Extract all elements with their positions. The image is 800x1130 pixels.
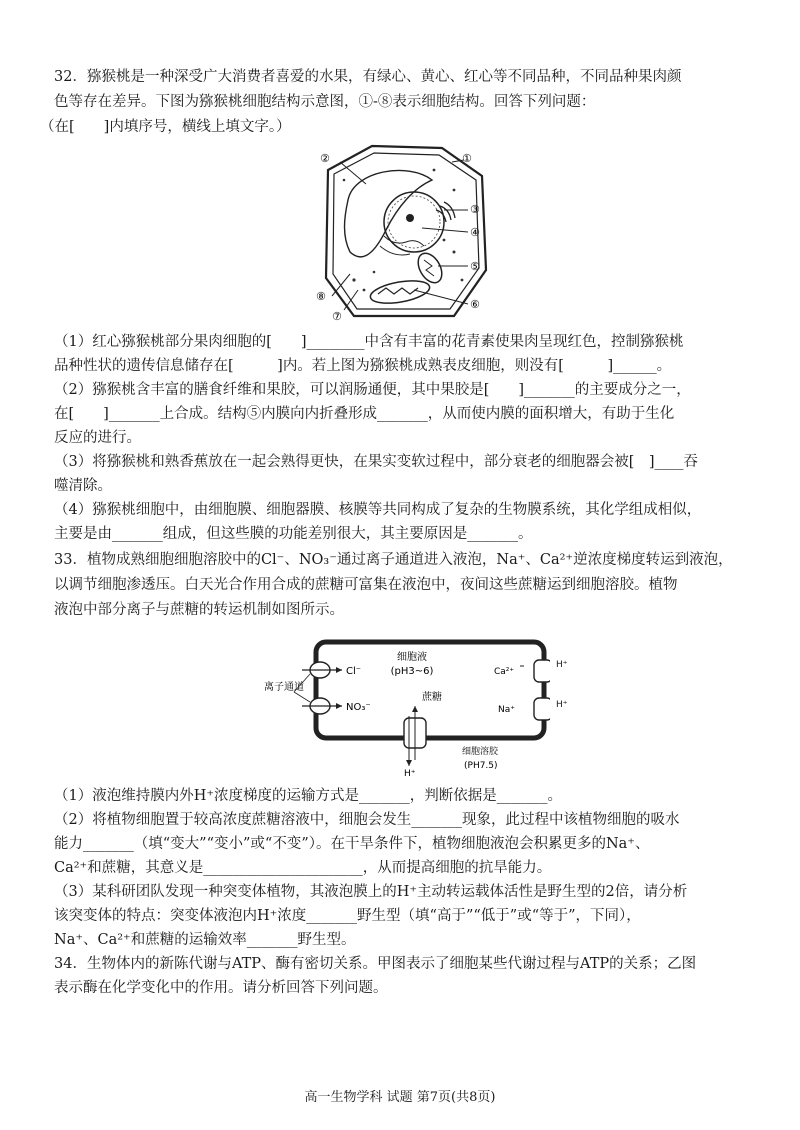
q32-intro-line-2: 色等存在差异。下图为猕猴桃细胞结构示意图，①-⑧表示细胞结构。回答下列问题： [54, 94, 596, 110]
q33-intro-line-1: 33．植物成熟细胞细胞溶胶中的Cl⁻、NO₃⁻通过离子通道进入液泡，Na⁺、Ca²⁺逆浓度梯度转运到液泡， [54, 552, 733, 568]
q32-sub-line-7: 噬清除。 [54, 478, 112, 494]
label-6: ⑥ [470, 298, 480, 311]
vacuole-ph: (pH3~6) [390, 666, 434, 677]
vacuole-transport-figure [262, 636, 550, 778]
q33-sub-line-6: 该突变体的特点：突变体液泡内H⁺浓度_______野生型（填“高于”“低于”或“等于”，下同）， [54, 908, 641, 924]
cl-channel [302, 662, 342, 678]
h-label-ca: H⁺ [556, 660, 568, 670]
label-8: ⑧ [316, 290, 326, 303]
plant-cell-figure [314, 140, 500, 326]
q32-intro-line-1: 32．猕猴桃是一种深受广大消费者喜爱的水果，有绿心、黄心、红心等不同品种，不同品种果肉颜 [54, 69, 682, 85]
label-1: ① [462, 152, 472, 165]
label-4: ④ [470, 226, 480, 239]
q32-sub-line-9: 主要是由_______组成，但这些膜的功能差别很大，其主要原因是_______。 [54, 526, 533, 542]
q34-intro-line-2: 表示酶在化学变化中的作用。请分析回答下列问题。 [54, 980, 388, 996]
q33-sub-line-5: （3）某科研团队发现一种突变体植物，其液泡膜上的H⁺主动转运载体活性是野生型的2倍，请分析 [54, 884, 688, 900]
sucrose-label: 蔗糖 [422, 692, 442, 703]
q33-intro-line-2: 以调节细胞渗透压。白天光合作用合成的蔗糖可富集在液泡中，夜间这些蔗糖运到细胞溶胶。植物 [54, 577, 678, 593]
na-label: Na⁺ [498, 705, 515, 715]
h-label-na: H⁺ [556, 700, 568, 710]
cytosol-ph: (PH7.5) [464, 761, 498, 771]
label-2: ② [320, 152, 330, 165]
label-7: ⑦ [332, 310, 342, 323]
ca-antiporter [520, 660, 550, 682]
ion-channel-label: 离子通道 [264, 682, 304, 693]
q33-sub-line-3: 能力_______（填“变大”“变小”或“不变”）。在干旱条件下，植物细胞液泡会积累更多的Na⁺、 [54, 836, 650, 852]
q32-sub-line-8: （4）猕猴桃细胞中，由细胞膜、细胞器膜、核膜等共同构成了复杂的生物膜系统，其化学组成相似， [54, 502, 702, 518]
q32-sub-line-1: （1）红心猕猴桃部分果肉细胞的[ ]________中含有丰富的花青素使果肉呈现红色，控制猕猴桃 [54, 334, 684, 350]
q32-sub-line-5: 反应的进行。 [54, 430, 141, 446]
sucrose-transporter [404, 706, 426, 766]
no3-label: NO₃⁻ [346, 702, 371, 713]
q32-sub-line-6: （3）将猕猴桃和熟香蕉放在一起会熟得更快，在果实变软过程中，部分衰老的细胞器会被[ ]____吞 [54, 454, 699, 470]
label-3: ③ [470, 203, 480, 216]
ca-label: Ca²⁺ [494, 667, 515, 677]
label-5: ⑤ [470, 260, 480, 273]
q32-sub-line-4: 在[ ]_______上合成。结构⑤内膜向内折叠形成_______，从而使内膜的面积增大，有助于生化 [54, 406, 675, 422]
na-antiporter [534, 698, 550, 720]
q32-instruction: （在[ ]内填序号，横线上填文字。） [40, 119, 291, 135]
cytosol-label: 细胞溶胶 [462, 747, 499, 757]
page-footer: 高一生物学科 试题 第7页(共8页) [304, 1090, 496, 1105]
q32-sub-line-2: 品种性状的遗传信息储存在[ ]内。若上图为猕猴桃成熟表皮细胞，则没有[ ]______。 [54, 358, 672, 374]
q33-intro-line-3: 液泡中部分离子与蔗糖的转运机制如图所示。 [54, 602, 344, 618]
q33-sub-line-7: Na⁺、Ca²⁺和蔗糖的运输效率_______野生型。 [54, 932, 356, 948]
cl-label: Cl⁻ [346, 666, 362, 677]
q33-sub-line-1: （1）液泡维持膜内外H⁺浓度梯度的运输方式是_______，判断依据是_______。 [54, 788, 563, 804]
q34-intro-line-1: 34．生物体内的新陈代谢与ATP、酶有密切关系。甲图表示了细胞某些代谢过程与ATP的关系；乙图 [54, 956, 697, 972]
q33-sub-line-2: （2）将植物细胞置于较高浓度蔗糖溶液中，细胞会发生_______现象，此过程中该植物细胞的吸水 [54, 812, 680, 828]
h-label-bottom: H⁺ [404, 769, 416, 778]
q33-sub-line-4: Ca²⁺和蔗糖，其意义是______________________，从而提高细胞的抗旱能力。 [54, 860, 552, 876]
vacuole-label: 细胞液 [397, 652, 427, 663]
q32-sub-line-3: （2）猕猴桃含丰富的膳食纤维和果胶，可以润肠通便，其中果胶是[ ]_______的主要成分之一， [54, 382, 691, 398]
